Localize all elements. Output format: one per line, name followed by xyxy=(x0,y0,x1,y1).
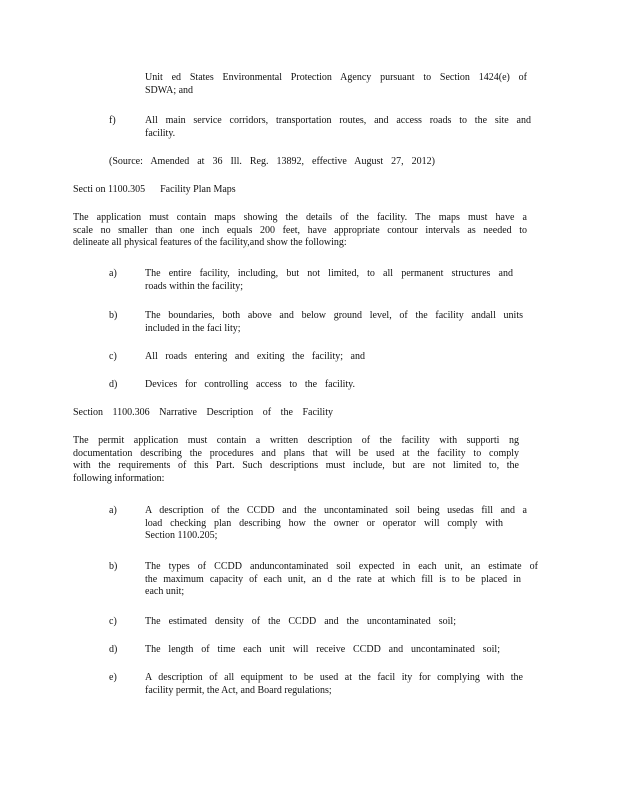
section-intro xyxy=(73,212,527,250)
text-line: A description of all equipment to be used at the facil ity for complying with the xyxy=(145,672,523,683)
list-marker: d) xyxy=(109,379,118,390)
list-item-text xyxy=(145,310,523,335)
continuation-text xyxy=(145,72,527,97)
list-marker: b) xyxy=(109,310,118,321)
text-line: scale no smaller than one inch equals 200 feet, have appropriate contour intervals as needed to xyxy=(73,224,527,236)
list-item-text: All roads entering and exiting the facility; and xyxy=(145,351,365,362)
text-line: included in the faci lity; xyxy=(145,322,241,334)
text-line: the maximum capacity of each unit, an d the rate at which fill is to be placed in xyxy=(145,573,521,585)
text-line: A description of the CCDD and the uncontaminated soil being usedas fill and a xyxy=(145,505,527,516)
text-line: The types of CCDD anduncontaminated soil expected in each unit, an estimate of xyxy=(145,561,538,572)
text-line: SDWA; and xyxy=(145,84,194,96)
list-item-text: The estimated density of the CCDD and the uncontaminated soil; xyxy=(145,616,456,627)
source-note: (Source: Amended at 36 Ill. Reg. 13892, effective August 27, 2012) xyxy=(109,156,435,167)
text-line: load checking plan describing how the owner or operator will comply with xyxy=(145,517,503,529)
list-marker: c) xyxy=(109,616,117,627)
text-line: The permit application must contain a written description of the facility with supporti ng xyxy=(73,435,519,446)
section-intro xyxy=(73,435,519,485)
list-marker: e) xyxy=(109,672,117,683)
list-item-text: Devices for controlling access to the facility. xyxy=(145,379,355,390)
list-marker: a) xyxy=(109,268,117,279)
list-marker: d) xyxy=(109,644,118,655)
list-item-text xyxy=(145,561,538,599)
list-marker: a) xyxy=(109,505,117,516)
text-line: Unit ed States Environmental Protection Agency pursuant to Section 1424(e) of xyxy=(145,72,527,83)
text-line: with the requirements of this Part. Such descriptions must include, but are not limited to, the xyxy=(73,460,519,471)
text-line: following information: xyxy=(73,472,165,484)
list-item-text xyxy=(145,268,513,293)
text-line: documentation describing the procedures and plans that will be used at the facility to comply xyxy=(73,447,519,459)
list-marker: c) xyxy=(109,351,117,362)
text-line: facility permit, the Act, and Board regulations; xyxy=(145,684,332,696)
text-line: The entire facility, including, but not limited, to all permanent structures and xyxy=(145,268,513,279)
text-line: delineate all physical features of the facility,and show the following: xyxy=(73,237,347,248)
text-line: roads within the facility; xyxy=(145,280,244,292)
list-item-text xyxy=(145,505,527,543)
text-line: Section 1100.205; xyxy=(145,530,218,541)
list-item-text: The length of time each unit will receive CCDD and uncontaminated soil; xyxy=(145,644,500,655)
list-marker: b) xyxy=(109,561,118,572)
text-line: The application must contain maps showing the details of the facility. The maps must have a xyxy=(73,212,527,223)
list-marker: f) xyxy=(109,115,116,126)
section-heading: Section 1100.306 Narrative Description of the Facility xyxy=(73,407,333,418)
section-heading: Secti on 1100.305 Facility Plan Maps xyxy=(73,184,236,195)
text-line: The boundaries, both above and below ground level, of the facility andall units xyxy=(145,310,523,321)
list-item-text xyxy=(145,672,523,697)
text-line: All main service corridors, transportation routes, and access roads to the site and xyxy=(145,115,531,126)
text-line: facility. xyxy=(145,127,176,139)
text-line: each unit; xyxy=(145,586,185,597)
list-item-text xyxy=(145,115,531,140)
